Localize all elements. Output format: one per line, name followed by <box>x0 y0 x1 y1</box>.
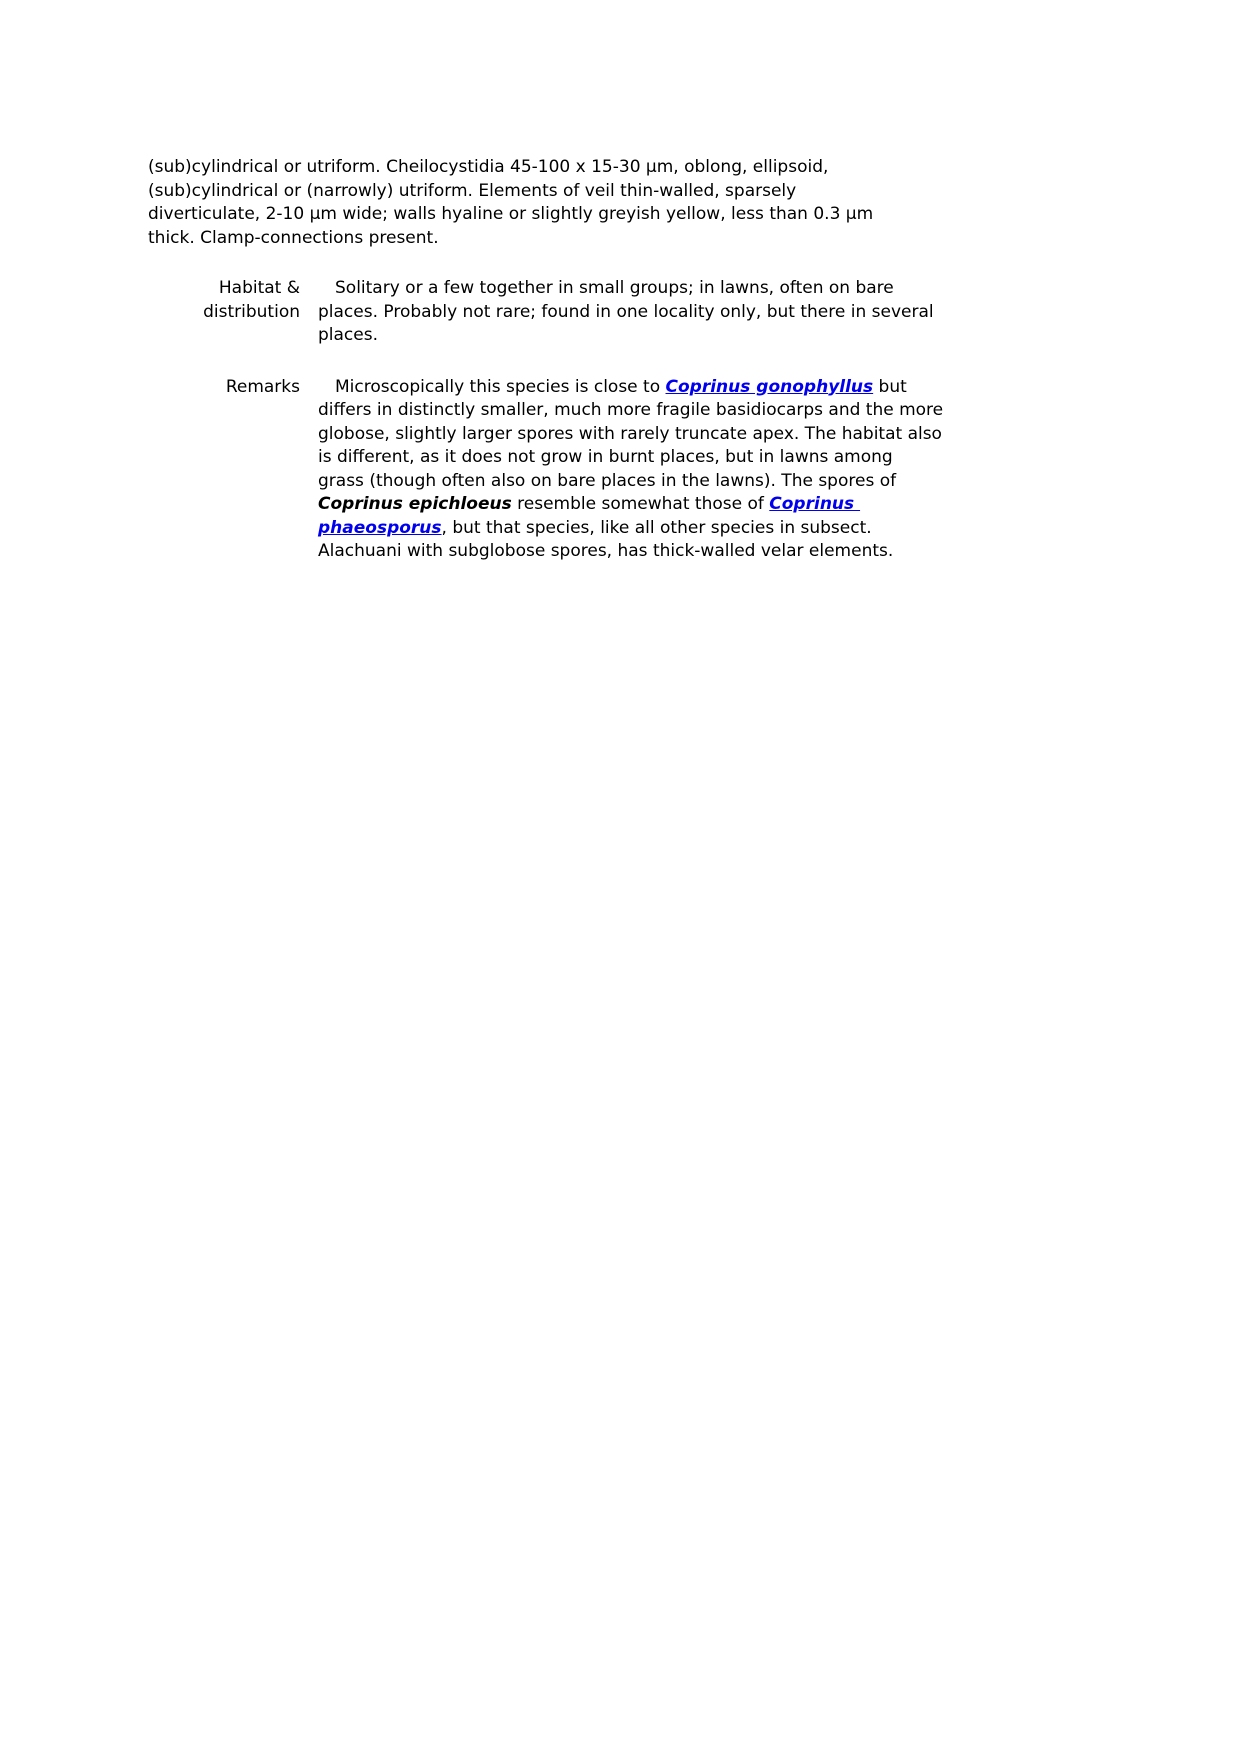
text-span: globose, slightly larger spores with rarely truncate apex. The habitat also <box>318 423 942 444</box>
text-span: but <box>873 376 907 397</box>
text-line <box>148 156 978 180</box>
text-span: Habitat & <box>218 278 300 298</box>
text-line <box>148 301 300 325</box>
text-span: Microscopically this species is close to <box>335 376 666 397</box>
habitat-body <box>318 277 1018 348</box>
intro-paragraph <box>148 156 978 250</box>
text-span: (sub)cylindrical or (narrowly) utriform. Elements of veil thin-walled, sparsely <box>148 180 797 201</box>
text-line <box>148 277 300 301</box>
text-span: places. Probably not rare; found in one locality only, but there in several <box>318 301 934 322</box>
species-link[interactable]: phaeosporus <box>318 517 442 538</box>
text-span: thick. Clamp-connections present. <box>148 227 439 248</box>
text-span: Alachuani with subglobose spores, has thick-walled velar elements. <box>318 541 894 561</box>
text-line <box>148 376 300 400</box>
remarks-section <box>148 376 1240 564</box>
text-line <box>318 277 1018 301</box>
text-span: is different, as it does not grow in burnt places, but in lawns among <box>318 447 893 467</box>
species-link[interactable]: Coprinus <box>769 494 861 514</box>
text-line <box>318 376 1018 400</box>
text-line <box>318 540 1018 564</box>
text-line <box>148 203 978 227</box>
text-line <box>318 301 1018 325</box>
text-span: resemble somewhat those of <box>511 494 770 514</box>
text-line <box>318 324 1018 348</box>
text-line <box>318 470 1018 494</box>
text-span: Remarks <box>225 376 300 397</box>
species-name: Coprinus epichloeus <box>318 494 512 514</box>
text-line <box>318 423 1018 447</box>
species-link[interactable]: Coprinus gonophyllus <box>665 376 874 397</box>
page-content <box>0 0 1240 564</box>
text-span: diverticulate, 2-10 μm wide; walls hyaline or slightly greyish yellow, less than 0.3 μm <box>148 204 874 224</box>
habitat-label <box>148 277 300 324</box>
remarks-label <box>148 376 300 400</box>
text-span: Solitary or a few together in small groups; in lawns, often on bare <box>335 278 894 298</box>
text-line <box>318 493 1018 517</box>
text-span: differs in distinctly smaller, much more fragile basidiocarps and the more <box>318 400 944 420</box>
text-span: , but that species, like all other species in subsect. <box>441 517 872 538</box>
text-line <box>148 227 978 251</box>
remarks-body <box>318 376 1018 564</box>
habitat-section <box>148 277 1240 348</box>
text-span: (sub)cylindrical or utriform. Cheilocystidia 45-100 x 15-30 μm, oblong, ellipsoid, <box>148 157 829 177</box>
text-line <box>318 399 1018 423</box>
text-line <box>148 180 978 204</box>
text-span: places. <box>318 325 378 345</box>
text-span: grass (though often also on bare places in the lawns). The spores of <box>318 470 897 491</box>
text-line <box>318 446 1018 470</box>
text-line <box>318 517 1018 541</box>
text-span: distribution <box>203 301 300 322</box>
